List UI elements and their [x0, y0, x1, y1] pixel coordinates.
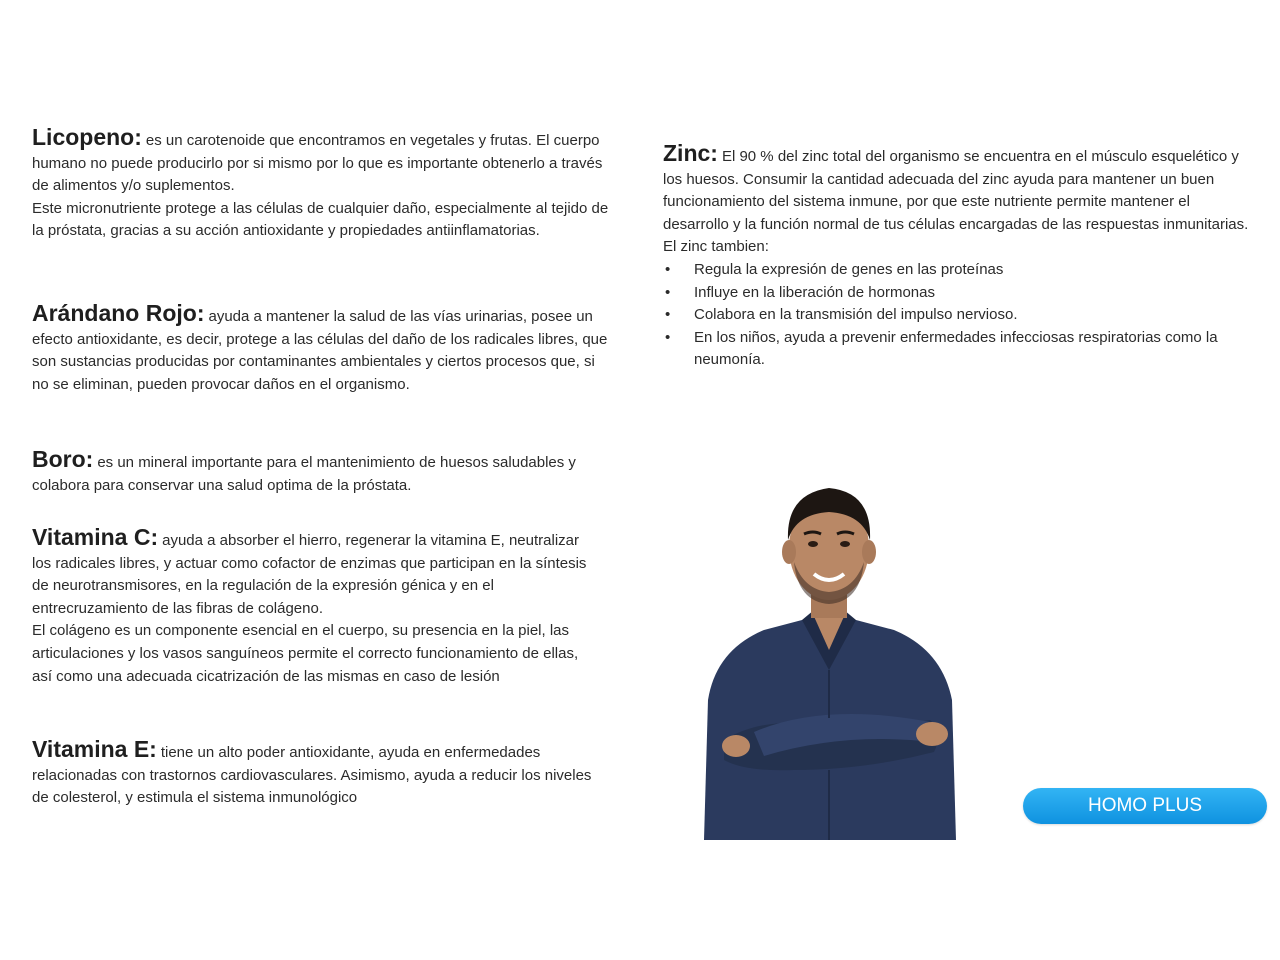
list-item-text: Colabora en la transmisión del impulso nervioso. [694, 306, 1018, 324]
list-item-text: Regula la expresión de genes en las proteínas [694, 260, 1004, 278]
bullet-icon: • [665, 283, 671, 301]
right-column [663, 142, 1253, 372]
text-vitamina-c: ayuda a absorber el hierro, regenerar la vitamina E, neutralizar los radicales libres, y actuar como cofactor de enzimas que participan en la síntesis de neurotransmisores, en la regulación de la expresión génica y en el entrecruzamiento de las fibras de colágeno. [32, 532, 587, 617]
bullet-icon: • [665, 260, 671, 278]
heading-vitamina-c: Vitamina C: [32, 524, 159, 550]
list-item [663, 327, 1253, 372]
list-item-text: Influye en la liberación de hormonas [694, 283, 935, 301]
section-vitamina-e [32, 738, 592, 810]
text-boro: es un mineral importante para el mantenimiento de huesos saludables y colabora para conservar una salud optima de la próstata. [32, 454, 576, 494]
heading-boro: Boro: [32, 446, 94, 472]
man-photo [694, 470, 964, 840]
list-item-text: En los niños, ayuda a prevenir enfermedades infecciosas respiratorias como la neumonía. [694, 328, 1218, 369]
text-vitamina-e: tiene un alto poder antioxidante, ayuda en enfermedades relacionadas con trastornos cardiovasculares. Asimismo, ayuda a reducir los niveles de colesterol, y estimula el sistema inmunológico [32, 744, 592, 807]
heading-vitamina-e: Vitamina E: [32, 736, 157, 762]
section-boro [32, 448, 592, 497]
homo-plus-badge: HOMO PLUS [1023, 788, 1267, 824]
section-zinc [663, 142, 1253, 372]
section-vitamina-c [32, 526, 592, 688]
heading-licopeno: Licopeno: [32, 124, 142, 150]
heading-arandano-rojo: Arándano Rojo: [32, 300, 205, 326]
bullet-icon: • [665, 328, 671, 346]
section-arandano-rojo [32, 302, 612, 396]
text-licopeno-extra: Este micronutriente protege a las células de cualquier daño, especialmente al tejido de la próstata, gracias a su acción antioxidante y propiedades antiinflamatorias. [32, 199, 609, 240]
list-item [663, 282, 1253, 305]
list-item [663, 304, 1253, 327]
text-arandano-rojo: ayuda a mantener la salud de las vías urinarias, posee un efecto antioxidante, es decir, protege a las células del daño de los radicales libres, que son sustancias producidas por contaminantes ambientales y ciertos procesos que, si no se eliminan, pueden provocar daños en el organismo. [32, 308, 608, 393]
man-illustration [694, 470, 964, 840]
list-item [663, 259, 1253, 282]
section-licopeno [32, 126, 612, 243]
zinc-benefits-list [663, 259, 1253, 372]
text-licopeno: es un carotenoide que encontramos en vegetales y frutas. El cuerpo humano no puede producirlo por si mismo por lo que es importante obtenerlo a través de alimentos y/o suplementos. [32, 132, 603, 195]
text-zinc-intro: El zinc tambien: [663, 238, 769, 256]
text-vitamina-c-extra: El colágeno es un componente esencial en el cuerpo, su presencia en la piel, las articulaciones y los vasos sanguíneos permite el correcto funcionamiento de ellas, así como una adecuada cicatrización de las mismas en caso de lesión [32, 622, 579, 685]
bullet-icon: • [665, 306, 671, 324]
text-zinc: El 90 % del zinc total del organismo se encuentra en el músculo esquelético y los huesos. Consumir la cantidad adecuada del zinc ayuda para mantener un buen funcionamiento del sistema inmune, por que este nutriente permite mantener el desarrollo y la función normal de tus células encargadas de las respuestas inmunitarias. [663, 148, 1249, 233]
heading-zinc: Zinc: [663, 140, 718, 166]
